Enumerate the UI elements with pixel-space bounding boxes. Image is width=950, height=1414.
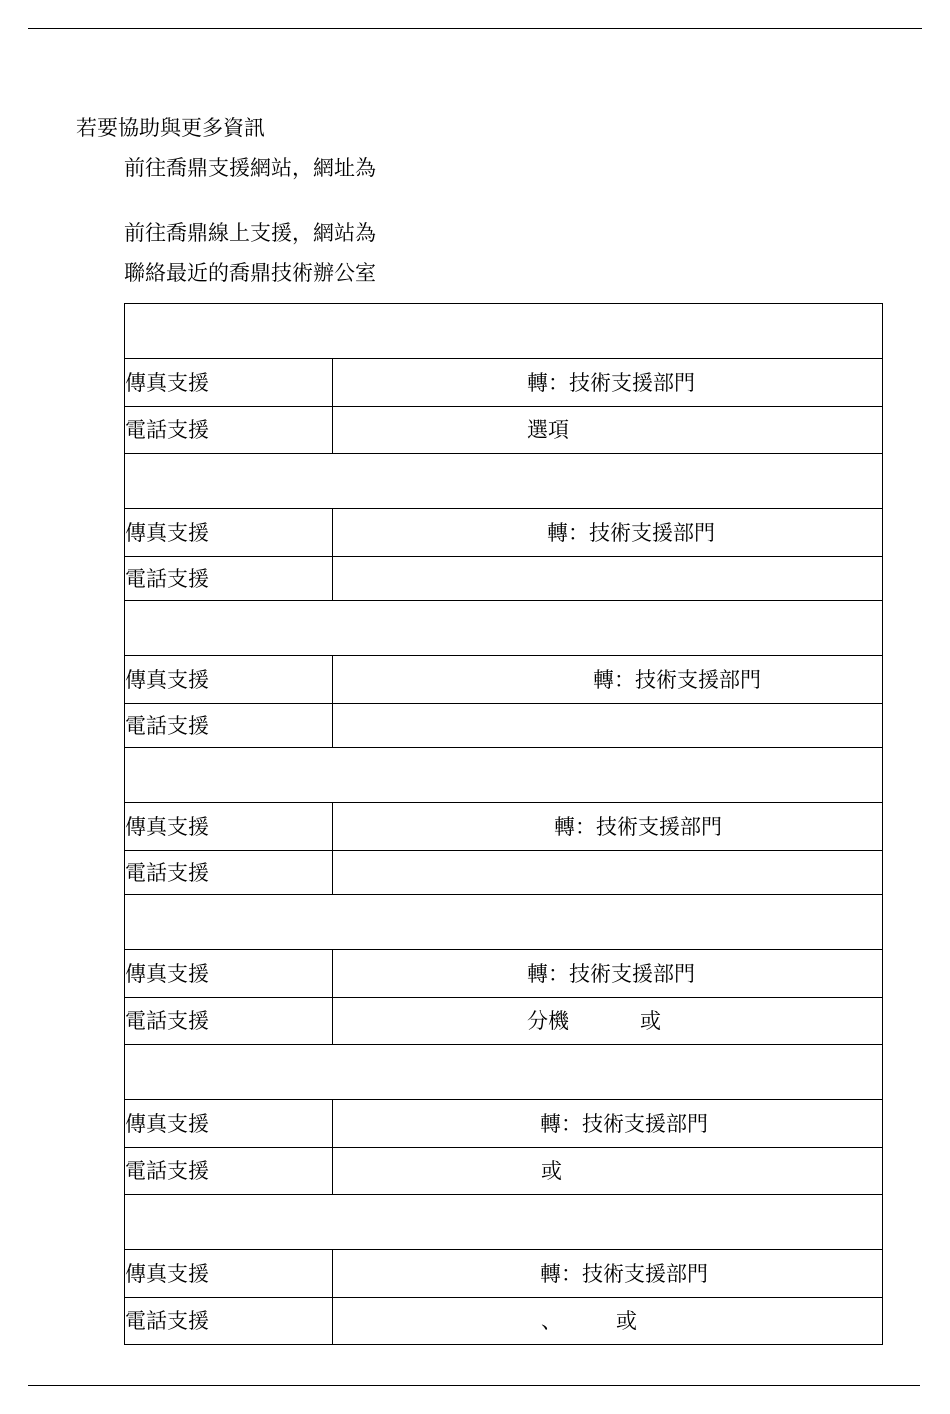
office-region-row xyxy=(125,748,883,803)
office-region-cell xyxy=(125,454,883,509)
fax-support-row xyxy=(125,950,883,998)
office-region-cell xyxy=(125,1195,883,1250)
online-support-line: 前往喬鼎線上支援，網站為 xyxy=(124,221,376,245)
fax-support-row xyxy=(125,656,883,704)
phone-support-value: 、 xyxy=(541,1309,562,1333)
office-region-row xyxy=(125,1195,883,1250)
phone-support-value: 或 xyxy=(541,1159,562,1183)
phone-support-value: 選項 xyxy=(527,418,569,442)
phone-support-label: 電話支援 xyxy=(125,851,333,895)
support-website-line: 前往喬鼎支援網站，網址為 xyxy=(124,156,376,180)
office-region-row xyxy=(125,1045,883,1100)
fax-support-label: 傳真支援 xyxy=(125,509,333,557)
contact-office-line: 聯絡最近的喬鼎技術辦公室 xyxy=(124,261,376,285)
office-region-cell xyxy=(125,304,883,359)
fax-support-row xyxy=(125,509,883,557)
phone-support-row xyxy=(125,851,883,895)
phone-support-row xyxy=(125,557,883,601)
office-region-row xyxy=(125,895,883,950)
fax-support-value: 轉：技術支援部門 xyxy=(540,1261,708,1286)
phone-support-value: 分機 xyxy=(527,1009,569,1033)
phone-support-row xyxy=(125,704,883,748)
phone-support-label: 電話支援 xyxy=(125,998,333,1045)
office-region-row xyxy=(125,454,883,509)
fax-support-value: 轉：技術支援部門 xyxy=(527,961,695,986)
office-region-cell xyxy=(125,601,883,656)
phone-support-label: 電話支援 xyxy=(125,1298,333,1345)
help-heading: 若要協助與更多資訊 xyxy=(76,116,265,140)
phone-support-label: 電話支援 xyxy=(125,1148,333,1195)
office-region-cell xyxy=(125,895,883,950)
fax-support-row xyxy=(125,1100,883,1148)
phone-support-alt: 或 xyxy=(640,1009,661,1033)
support-contact-table xyxy=(124,303,883,1345)
fax-support-label: 傳真支援 xyxy=(125,950,333,998)
phone-support-label: 電話支援 xyxy=(125,407,333,454)
fax-support-label: 傳真支援 xyxy=(125,656,333,704)
phone-support-row xyxy=(125,1298,883,1345)
phone-support-label: 電話支援 xyxy=(125,557,333,601)
fax-support-value: 轉：技術支援部門 xyxy=(540,1111,708,1136)
fax-support-value: 轉：技術支援部門 xyxy=(593,667,761,692)
bottom-rule xyxy=(28,1385,920,1386)
office-region-row xyxy=(125,304,883,359)
fax-support-value: 轉：技術支援部門 xyxy=(554,814,722,839)
phone-support-row xyxy=(125,1148,883,1195)
fax-support-label: 傳真支援 xyxy=(125,803,333,851)
fax-support-value: 轉：技術支援部門 xyxy=(547,520,715,545)
fax-support-label: 傳真支援 xyxy=(125,1100,333,1148)
fax-support-row xyxy=(125,359,883,407)
phone-support-row xyxy=(125,998,883,1045)
fax-support-row xyxy=(125,1250,883,1298)
phone-support-row xyxy=(125,407,883,454)
fax-support-label: 傳真支援 xyxy=(125,1250,333,1298)
office-region-cell xyxy=(125,748,883,803)
phone-support-alt: 或 xyxy=(616,1309,637,1333)
office-region-cell xyxy=(125,1045,883,1100)
top-rule xyxy=(28,28,922,29)
office-region-row xyxy=(125,601,883,656)
phone-support-label: 電話支援 xyxy=(125,704,333,748)
fax-support-row xyxy=(125,803,883,851)
fax-support-value: 轉：技術支援部門 xyxy=(527,370,695,395)
fax-support-label: 傳真支援 xyxy=(125,359,333,407)
